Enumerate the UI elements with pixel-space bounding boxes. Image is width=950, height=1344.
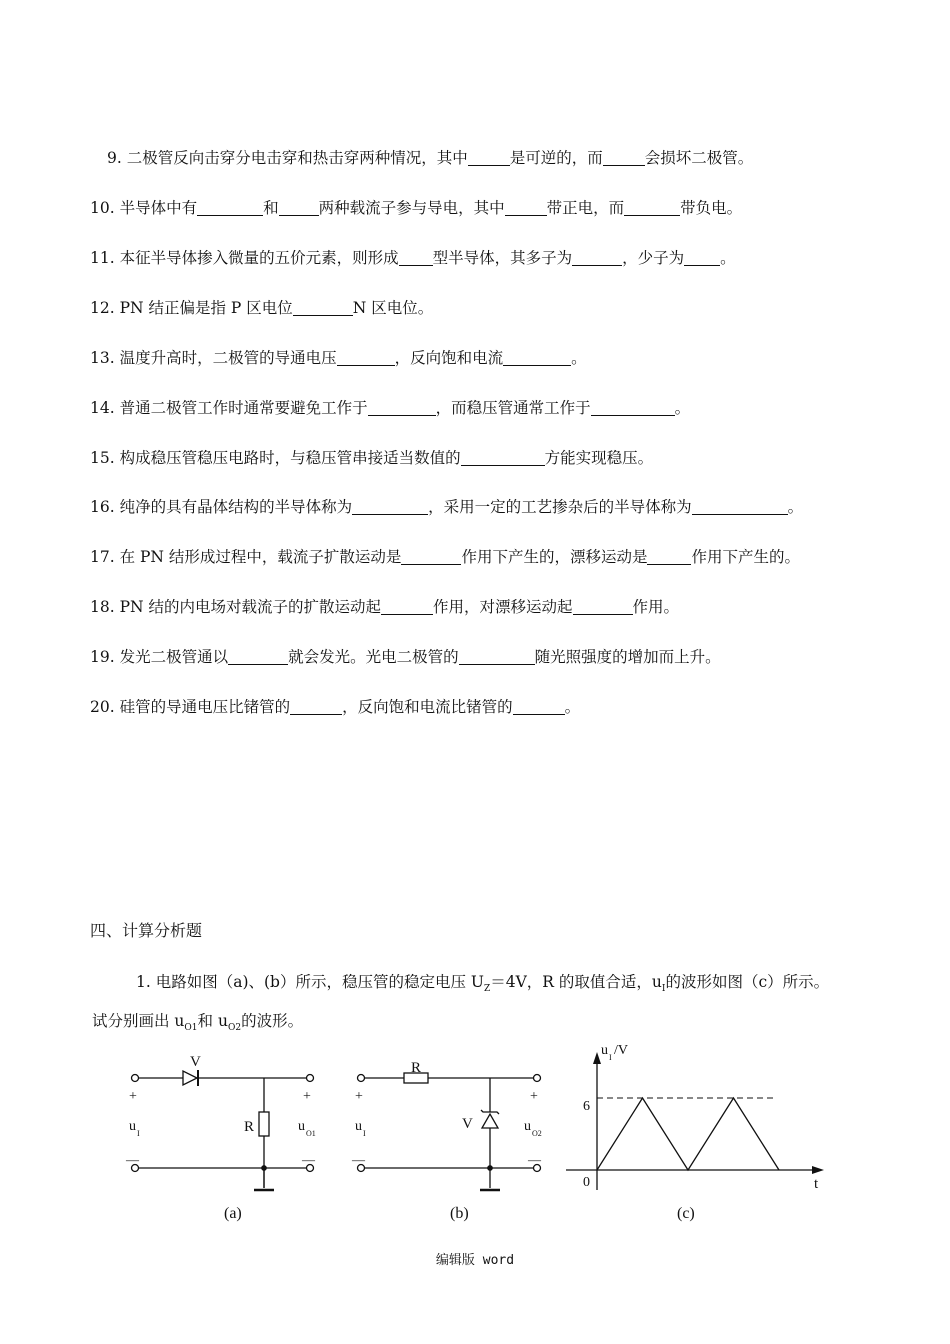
input-label-a: u [129,1119,136,1134]
question-text: 9. 二极管反向击穿分电击穿和热击穿两种情况，其中 [107,149,468,167]
question-text: ，采用一定的工艺掺杂后的半导体称为 [428,498,692,516]
diode-label-b: V [462,1116,473,1132]
output-label-a: u [298,1119,305,1134]
question-text: 10. 半导体中有 [90,199,198,217]
question-text: 11. 本征半导体掺入微量的五价元素，则形成 [90,249,399,267]
question-text: 带正电，而 [546,199,625,217]
y-tick-6: 6 [583,1099,590,1114]
problem-1-line-2: 试分别画出 $u_{O1}$和 $u_{O2}$的波形。 [92,1012,304,1034]
minus-in-a: — [126,1152,139,1167]
answer-blank[interactable] [503,349,571,366]
question-13 [90,348,587,368]
question-12 [90,298,433,318]
answer-blank[interactable] [684,249,720,266]
answer-blank[interactable] [505,199,547,216]
x-axis-arrow [812,1166,824,1174]
question-text: 。 [571,349,587,367]
question-text: 方能实现稳压。 [544,449,654,467]
input-label-b: u [355,1119,362,1134]
minus-out-a: — [302,1152,315,1167]
answer-blank[interactable] [624,199,680,216]
question-text: 。 [674,399,691,417]
plus-out-a: + [303,1089,311,1104]
answer-blank[interactable] [337,349,395,366]
diode-label-a: V [190,1054,201,1070]
x-axis-label: t [814,1176,819,1192]
question-17 [90,547,800,567]
answer-blank[interactable] [573,598,633,615]
question-10 [90,198,742,218]
plus-in-b: + [355,1089,363,1104]
question-text: 14. 普通二极管工作时通常要避免工作于 [90,399,368,417]
question-text: 13. 温度升高时，二极管的导通电压 [90,349,337,367]
minus-out-b: — [528,1152,541,1167]
question-text: 19. 发光二极管通以 [90,648,229,666]
origin-label: 0 [583,1175,590,1190]
question-text: 会损坏二极管。 [644,149,754,167]
question-text: ，反向饱和电流比锗管的 [342,698,513,716]
question-text: 16. 纯净的具有晶体结构的半导体称为 [90,498,353,516]
question-text: 两种载流子参与导电，其中 [318,199,505,217]
question-text: 就会发光。光电二极管的 [288,648,459,666]
input-sub-b: I [363,1129,366,1138]
question-text: 17. 在 PN 结形成过程中，载流子扩散运动是 [90,548,402,566]
footer: 编辑版 word [435,1253,515,1268]
answer-blank[interactable] [572,249,622,266]
question-text: ，少子为 [622,249,685,267]
question-text: N 区电位。 [352,299,434,317]
output-label-b: u [524,1119,531,1134]
question-text: 作用下产生的，漂移运动是 [461,548,648,566]
question-19 [90,647,721,667]
question-text: 带负电。 [680,199,743,217]
question-text: 作用，对漂移运动起 [433,598,573,616]
question-16 [90,497,803,517]
answer-blank[interactable] [468,149,510,166]
answer-blank[interactable] [290,698,342,715]
y-axis-label: u [601,1043,608,1058]
question-text: 作用下产生的。 [691,548,800,566]
answer-blank[interactable] [692,498,788,515]
caption-c: (c) [677,1205,695,1222]
answer-blank[interactable] [197,199,263,216]
answer-blank[interactable] [368,399,436,416]
question-text: 12. PN 结正偏是指 P 区电位 [90,299,293,317]
question-20 [90,697,580,717]
caption-a: (a) [224,1205,242,1222]
answer-blank[interactable] [279,199,319,216]
question-text: 作用。 [632,598,680,616]
question-text: ，反向饱和电流 [394,349,504,367]
question-11 [90,248,736,268]
plus-out-b: + [530,1089,538,1104]
resistor-label-b: R [411,1060,422,1076]
question-text: ，而稳压管通常工作于 [435,399,591,417]
output-sub-b: O2 [532,1129,542,1138]
answer-blank[interactable] [459,648,535,665]
question-text: 和 [263,199,279,217]
question-text: 。 [787,498,804,516]
resistor-label-a: R [244,1119,255,1135]
plus-in-a: + [129,1089,137,1104]
question-14 [90,398,690,418]
question-text: 20. 硅管的导通电压比锗管的 [90,698,291,716]
y-axis-unit: /V [614,1043,628,1058]
answer-blank[interactable] [352,498,428,515]
question-15 [90,448,653,468]
circuit-b [358,1073,541,1190]
question-text: 18. PN 结的内电场对载流子的扩散运动起 [90,598,381,616]
question-text: 。 [564,698,581,716]
waveform-c [566,1043,824,1222]
answer-blank[interactable] [591,399,675,416]
question-text: 型半导体，其多子为 [432,249,573,267]
answer-blank[interactable] [461,449,545,466]
question-text: 。 [720,249,736,267]
circuit-figures [0,1030,950,1230]
y-axis-arrow [593,1052,601,1064]
question-text: 15. 构成稳压管稳压电路时，与稳压管串接适当数值的 [90,449,461,467]
question-text: 是可逆的，而 [509,149,603,167]
y-axis-sub: I [609,1053,612,1062]
answer-blank[interactable] [513,698,565,715]
circuit-a [132,1070,314,1190]
section-title: 四、计算分析题 [90,921,203,940]
minus-in-b: — [352,1152,365,1167]
answer-blank[interactable] [228,648,288,665]
answer-blank[interactable] [647,548,691,565]
question-text: 随光照强度的增加而上升。 [534,648,721,666]
answer-blank[interactable] [401,548,461,565]
caption-b: (b) [450,1205,469,1222]
input-sub-a: I [137,1129,140,1138]
output-sub-a: O1 [306,1129,316,1138]
triangle-waveform [597,1098,779,1170]
answer-blank[interactable] [603,149,645,166]
question-9 [107,148,753,168]
answer-blank[interactable] [381,598,433,615]
answer-blank[interactable] [293,299,353,316]
question-18 [90,597,679,617]
problem-1-line-1: 1. 电路如图（a)、(b）所示，稳压管的稳定电压 $U_Z=4V$，R 的取值合适，$u_I$的波形如图（c）所示。 [136,973,830,995]
answer-blank[interactable] [399,249,433,266]
